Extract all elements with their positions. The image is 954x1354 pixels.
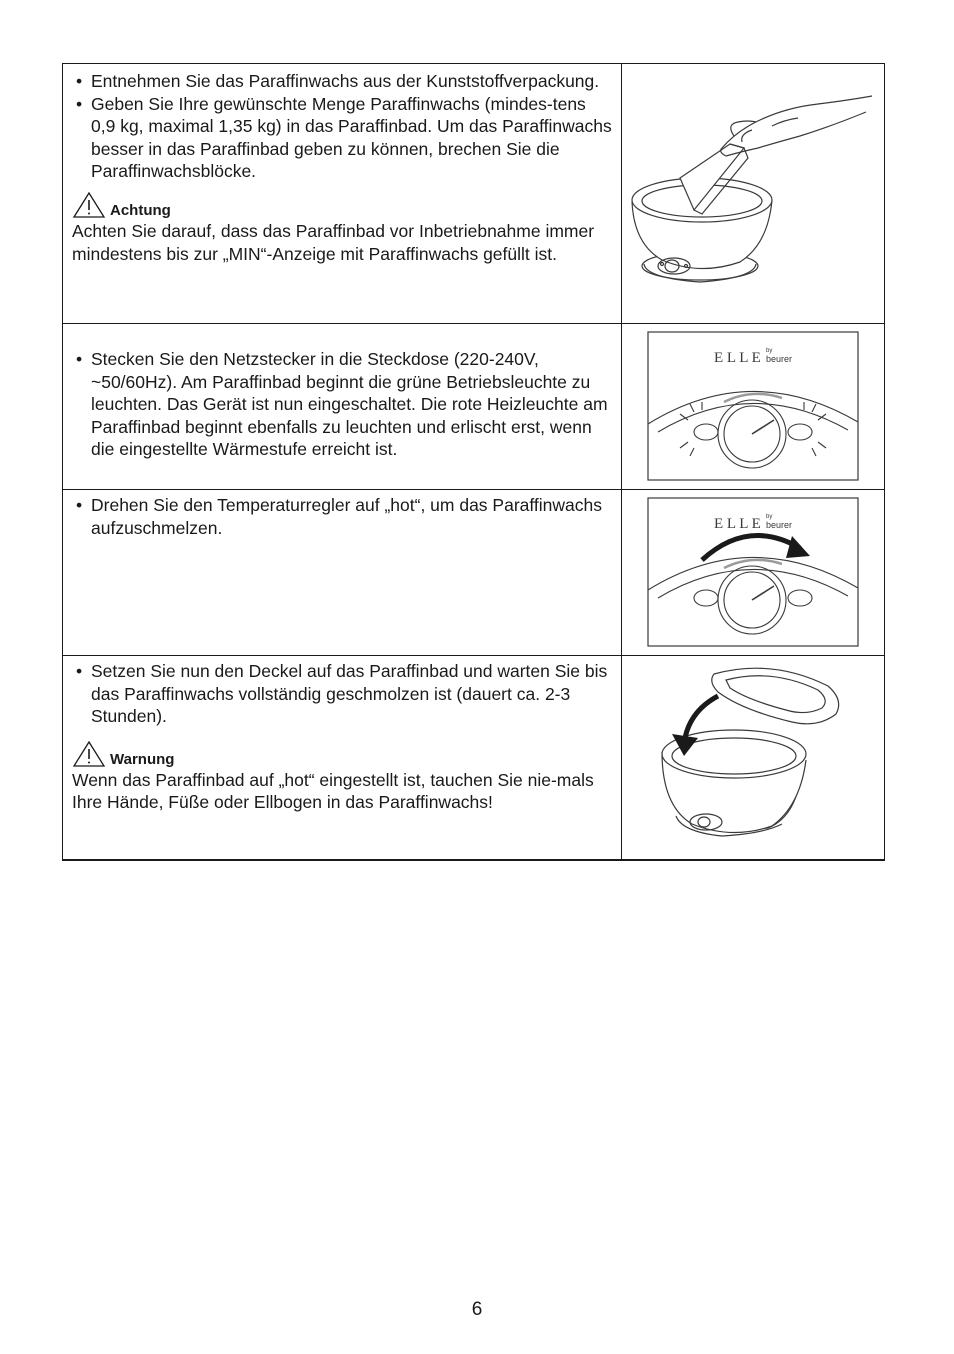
bullet-item: • Stecken Sie den Netzstecker in die Steckdose (220-240V, ~50/60Hz). Am Paraffinbad beginnt die grüne Betriebsleuchte zu leuchten. Das Gerät ist nun eingeschaltet. Die rote Heizleuchte am Paraffinbad beginnt ebenfalls zu leuchten und erlischt erst, wenn die eingestellte Wärmestufe erreicht ist. [72,348,613,461]
brand-beurer-text: beurer [766,354,793,364]
control-panel-lights-illustration [622,324,884,488]
illustration-cell [622,490,884,655]
instruction-row-2 [63,324,884,490]
illustration-cell [622,324,884,489]
brand-elle-text: E L L E [714,516,761,532]
note-heading [72,191,613,219]
brand-by-text: by [766,348,773,354]
control-panel-dial-turn-illustration [622,490,884,654]
warning-triangle-icon [72,191,106,219]
page-number: 6 [471,1299,483,1320]
bullet-item: • Entnehmen Sie das Paraffinwachs aus der Kunststoffverpackung. [72,70,613,93]
instruction-row-3 [63,490,884,656]
bullet-item: • Drehen Sie den Temperaturregler auf „hot“, um das Paraffinwachs aufzuschmelzen. [72,494,613,539]
hand-inserting-wax-block-illustration [622,64,884,322]
illustration-cell [622,656,884,859]
instruction-text [63,490,622,655]
placing-lid-illustration [622,656,884,856]
note-heading [72,740,613,768]
bullet-list [72,660,613,728]
instruction-text [63,324,622,489]
brand-by-text: by [766,514,773,520]
bullet-item: • Setzen Sie nun den Deckel auf das Paraffinbad und warten Sie bis das Paraffinwachs vollständig geschmolzen ist (dauert ca. 2-3 Stunden). [72,660,613,728]
instruction-text [63,656,622,859]
bullet-list [72,494,613,539]
note-title: Warnung [110,750,175,768]
instruction-text [63,64,622,323]
brand-beurer-text: beurer [766,520,793,530]
note-text: Achten Sie darauf, dass das Paraffinbad vor Inbetriebnahme immer mindestens bis zur „MIN“-Anzeige mit Paraffinwachs gefüllt ist. [72,220,595,264]
instruction-row-4 [63,656,884,859]
instruction-row-1 [63,64,884,324]
note-title: Achtung [110,201,171,219]
brand-elle-text: E L L E [714,350,761,366]
illustration-cell [622,64,884,323]
bullet-list [72,70,613,183]
bullet-item: • Geben Sie Ihre gewünschte Menge Paraffinwachs (mindes-tens 0,9 kg, maximal 1,35 kg) in das Paraffinbad. Um das Paraffinwachs besser in das Paraffinbad geben zu können, brechen Sie die Paraffinwachsblöcke. [72,93,613,183]
warning-triangle-icon [72,740,106,768]
instruction-table [62,63,885,861]
note-text: Wenn das Paraffinbad auf „hot“ eingestellt ist, tauchen Sie nie-mals Ihre Hände, Füße oder Ellbogen in das Paraffinwachs! [72,769,594,813]
bullet-list [72,348,613,461]
